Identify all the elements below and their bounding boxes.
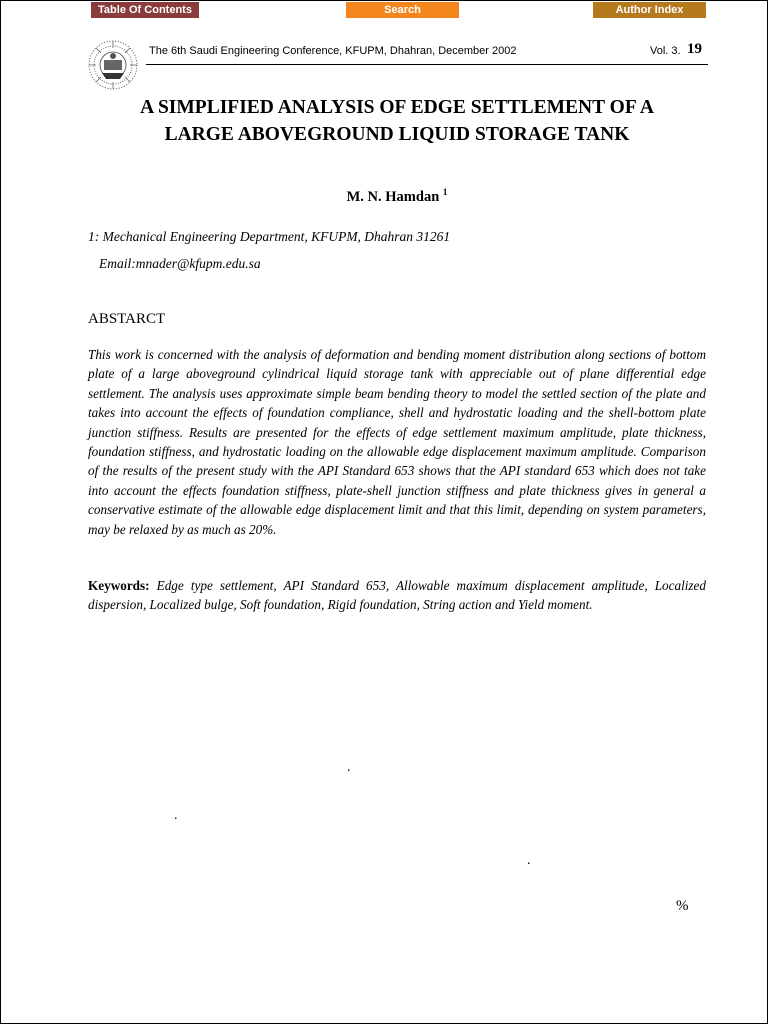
author-name (88, 187, 706, 206)
stray-mark: . (347, 760, 351, 775)
affiliation: 1: Mechanical Engineering Department, KFUPM, Dhahran 31261 (88, 229, 451, 244)
abstract-body: This work is concerned with the analysis of deformation and bending moment distribution along sections of bottom plate of a large aboveground cylindrical liquid storage tank with appreciable out of plane differential edge settlement. The analysis uses approximate simple beam bending theory to model the settled section of the plate and takes into account the effects of foundation compliance, shell and hydrostatic loading and the shell-bottom plate junction stiffness. Results are presented for the effects of edge settlement maximum amplitude, plate thickness, foundation stiffness, and hydrostatic loading on the allowable edge displacement maximum amplitude. Comparison of the results of the present study with the API Standard 653 shows that the API standard 653 which does not take into account the effects foundation stiffness, plate-shell junction stiffness and plate thickness gives in general a conservative estimate of the allowable edge displacement limit and that this limit, depending on system parameters, may be relaxed by as much as 20%. (88, 347, 706, 537)
conference-header: The 6th Saudi Engineering Conference, KFUPM, Dhahran, December 2002 (149, 45, 517, 57)
search-button[interactable]: Search (346, 2, 459, 18)
email: Email:mnader@kfupm.edu.sa (99, 256, 261, 271)
keywords-label: Keywords: (88, 578, 150, 593)
stray-mark: % (676, 898, 689, 914)
title-line-2: LARGE ABOVEGROUND LIQUID STORAGE TANK (164, 124, 630, 145)
volume-label: Vol. 3. (650, 45, 681, 57)
paper-title (88, 94, 706, 148)
keywords-paragraph (88, 576, 706, 615)
author-index-button[interactable]: Author Index (593, 2, 706, 18)
stray-mark: . (527, 853, 531, 868)
stray-mark: . (174, 808, 178, 823)
conference-seal-icon (85, 38, 141, 92)
author-superscript: 1 (442, 187, 448, 197)
table-of-contents-button[interactable]: Table Of Contents (91, 2, 199, 18)
abstract-heading: ABSTARCT (88, 311, 166, 327)
page-number: 19 (687, 41, 702, 57)
keywords-list: Edge type settlement, API Standard 653, Allowable maximum displacement amplitude, Localized dispersion, Localized bulge, Soft foundation, Rigid foundation, String action and Yield moment. (88, 578, 707, 613)
title-line-1: A SIMPLIFIED ANALYSIS OF EDGE SETTLEMENT OF A (140, 97, 654, 118)
author-text: M. N. Hamdan (346, 188, 440, 205)
header-rule (146, 64, 708, 65)
